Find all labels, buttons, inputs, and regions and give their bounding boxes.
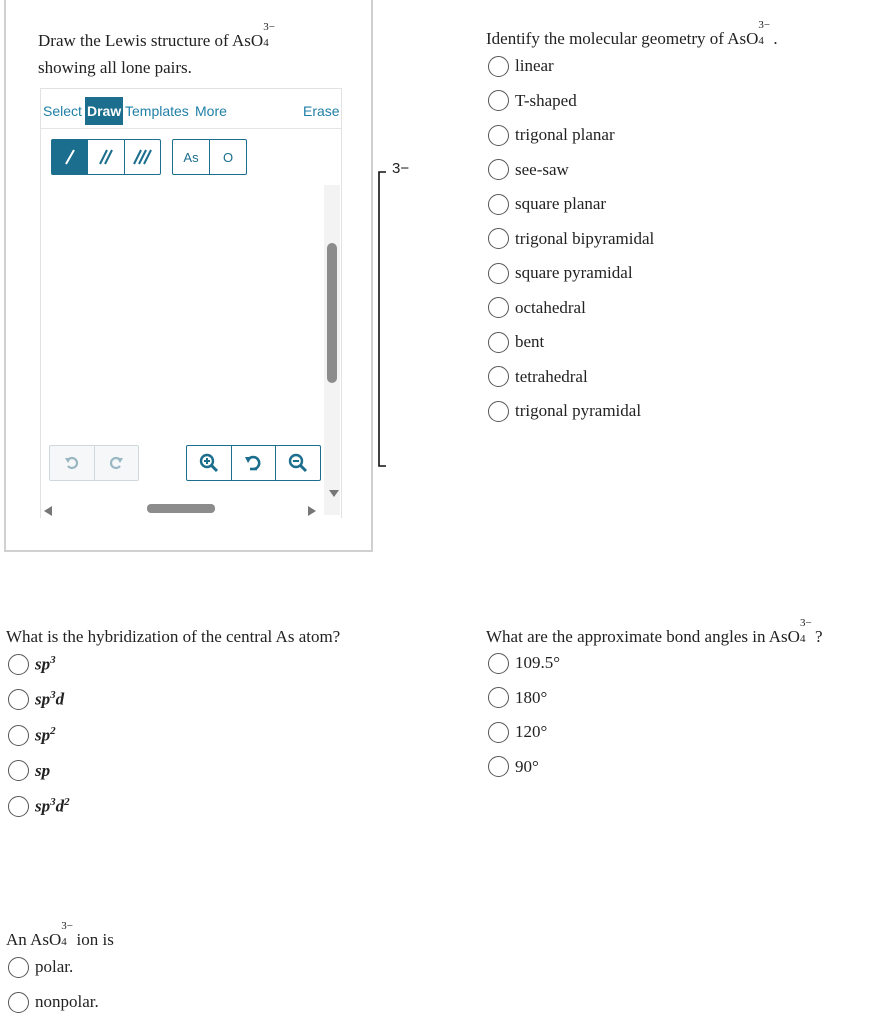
zoom-in-button[interactable] bbox=[187, 446, 232, 480]
hybridization-radio[interactable] bbox=[8, 725, 29, 746]
tab-select[interactable]: Select bbox=[43, 103, 82, 119]
atom-as-button[interactable]: As bbox=[173, 140, 210, 174]
horizontal-scrollbar-thumb[interactable] bbox=[147, 504, 215, 513]
redo-icon bbox=[108, 455, 124, 471]
hybridization-question: What is the hybridization of the central As atom? bbox=[6, 627, 341, 646]
history-group bbox=[49, 445, 139, 481]
hybridization-option-label: $sp^3d^2$ bbox=[35, 795, 70, 816]
geometry-radio[interactable] bbox=[488, 56, 509, 77]
zoom-out-icon bbox=[288, 453, 308, 473]
hybridization-option-label: $sp^3$ bbox=[35, 653, 56, 674]
atom-o-button[interactable]: O bbox=[222, 149, 234, 165]
zoom-in-icon bbox=[199, 453, 219, 473]
polarity-radio[interactable] bbox=[8, 957, 29, 978]
polarity-radio[interactable] bbox=[8, 992, 29, 1013]
hybridization-option-label: $sp^3d$ bbox=[35, 689, 65, 709]
geometry-option-label: bent bbox=[515, 332, 545, 351]
hybridization-option[interactable] bbox=[8, 794, 70, 818]
double-bond-icon bbox=[96, 147, 116, 167]
zoom-out-button[interactable] bbox=[276, 446, 320, 480]
triple-bond-button[interactable] bbox=[125, 140, 160, 174]
geometry-option-label: linear bbox=[515, 56, 554, 75]
lewis-prompt bbox=[38, 21, 275, 54]
geometry-option[interactable] bbox=[488, 261, 633, 285]
single-bond-button[interactable] bbox=[52, 140, 88, 174]
undo-button[interactable] bbox=[50, 446, 95, 480]
bond-angle-option[interactable] bbox=[488, 720, 547, 744]
reset-zoom-button[interactable] bbox=[232, 446, 277, 480]
geometry-option[interactable] bbox=[488, 89, 577, 113]
hybridization-option-label: $sp^2$ bbox=[35, 724, 56, 745]
bond-angle-option-label: 90° bbox=[515, 756, 539, 776]
geometry-question bbox=[486, 19, 778, 52]
bracket-charge-label: 3− bbox=[392, 160, 410, 177]
geometry-option[interactable] bbox=[488, 399, 641, 423]
geometry-radio[interactable] bbox=[488, 297, 509, 318]
scroll-down-arrow-icon[interactable] bbox=[329, 485, 339, 503]
geometry-radio[interactable] bbox=[488, 194, 509, 215]
geometry-option[interactable] bbox=[488, 54, 554, 78]
ion-subscript: 4 bbox=[799, 633, 806, 645]
geometry-radio[interactable] bbox=[488, 125, 509, 146]
geometry-radio[interactable] bbox=[488, 90, 509, 111]
reset-zoom-icon bbox=[244, 453, 264, 473]
bond-angles-question-suffix: ? bbox=[814, 627, 823, 646]
geometry-option-label: trigonal bipyramidal bbox=[515, 228, 655, 248]
geometry-option-label: square planar bbox=[515, 194, 607, 213]
geometry-option-label: square pyramidal bbox=[515, 263, 633, 282]
editor-toolbar bbox=[41, 89, 341, 129]
lewis-prompt-text: Draw the Lewis structure of AsO bbox=[38, 31, 264, 50]
bond-angle-radio[interactable] bbox=[488, 687, 509, 708]
bond-angle-radio[interactable] bbox=[488, 653, 509, 674]
triple-bond-icon bbox=[131, 147, 153, 167]
hybridization-option[interactable] bbox=[8, 723, 56, 747]
geometry-option[interactable] bbox=[488, 227, 654, 251]
bond-angle-option-label: 120° bbox=[515, 722, 548, 741]
geometry-option[interactable] bbox=[488, 330, 544, 354]
hybridization-option[interactable] bbox=[8, 759, 50, 783]
lewis-prompt-line2: showing all lone pairs. bbox=[38, 58, 192, 77]
geometry-option-label: T-shaped bbox=[515, 90, 577, 110]
ion-charge: 3− bbox=[758, 19, 771, 31]
hybridization-option[interactable] bbox=[8, 652, 56, 676]
bond-angles-question bbox=[486, 617, 823, 650]
vertical-scrollbar-thumb[interactable] bbox=[327, 243, 337, 383]
scroll-right-arrow-icon[interactable] bbox=[308, 503, 316, 521]
scroll-left-arrow-icon[interactable] bbox=[44, 503, 52, 521]
hybridization-radio[interactable] bbox=[8, 796, 29, 817]
hybridization-option-label: sp bbox=[35, 760, 51, 780]
geometry-option-label: see-saw bbox=[515, 159, 569, 179]
molecule-editor[interactable] bbox=[40, 88, 342, 518]
ion-subscript: 4 bbox=[263, 37, 269, 49]
geometry-radio[interactable] bbox=[488, 228, 509, 249]
geometry-option-label: tetrahedral bbox=[515, 366, 588, 386]
single-bond-icon bbox=[60, 147, 80, 167]
tab-more[interactable]: More bbox=[195, 103, 227, 119]
ion-charge: 3− bbox=[799, 617, 812, 629]
geometry-radio[interactable] bbox=[488, 159, 509, 180]
geometry-question-suffix: . bbox=[773, 29, 778, 48]
erase-button[interactable]: Erase bbox=[303, 103, 340, 119]
double-bond-button[interactable] bbox=[88, 140, 124, 174]
bond-angle-radio[interactable] bbox=[488, 756, 509, 777]
undo-icon bbox=[64, 455, 80, 471]
hybridization-radio[interactable] bbox=[8, 760, 29, 781]
zoom-group bbox=[186, 445, 321, 481]
ion-subscript: 4 bbox=[758, 35, 764, 47]
tab-draw[interactable]: Draw bbox=[85, 97, 123, 125]
geometry-option-label: trigonal pyramidal bbox=[515, 401, 642, 420]
ion-charge: 3− bbox=[263, 21, 275, 33]
bond-angle-option-label: 109.5° bbox=[515, 653, 561, 672]
geometry-option[interactable] bbox=[488, 365, 588, 389]
bond-angles-question-text: What are the approximate bond angles in AsO bbox=[486, 627, 800, 646]
hybridization-option[interactable] bbox=[8, 688, 64, 712]
polarity-option-label: nonpolar. bbox=[35, 992, 99, 1011]
hybridization-radio[interactable] bbox=[8, 689, 29, 710]
geometry-option-label: trigonal planar bbox=[515, 125, 615, 144]
geometry-option[interactable] bbox=[488, 296, 586, 320]
bond-angle-radio[interactable] bbox=[488, 722, 509, 743]
geometry-radio[interactable] bbox=[488, 332, 509, 353]
bond-angle-option[interactable] bbox=[488, 755, 539, 779]
bond-angle-option-label: 180° bbox=[515, 687, 548, 707]
bond-tool-group bbox=[51, 139, 161, 175]
hybridization-radio[interactable] bbox=[8, 654, 29, 675]
polarity-question bbox=[6, 920, 114, 953]
geometry-radio[interactable] bbox=[488, 366, 509, 387]
bond-angle-option[interactable] bbox=[488, 686, 547, 710]
atom-tool-group bbox=[172, 139, 247, 175]
geometry-option[interactable] bbox=[488, 192, 606, 216]
charge-bracket bbox=[375, 162, 389, 477]
geometry-question-text: Identify the molecular geometry of AsO bbox=[486, 29, 759, 48]
bond-angle-option[interactable] bbox=[488, 651, 560, 675]
polarity-question-suffix: ion is bbox=[72, 930, 114, 949]
ion-charge: 3− bbox=[61, 920, 73, 932]
geometry-option[interactable] bbox=[488, 158, 569, 182]
redo-button[interactable] bbox=[95, 446, 139, 480]
geometry-option[interactable] bbox=[488, 123, 615, 147]
geometry-option-label: octahedral bbox=[515, 297, 586, 317]
polarity-option-label: polar. bbox=[35, 957, 74, 976]
polarity-question-text: An AsO bbox=[6, 930, 62, 949]
geometry-radio[interactable] bbox=[488, 263, 509, 284]
tab-templates[interactable]: Templates bbox=[125, 103, 189, 119]
polarity-option[interactable] bbox=[8, 990, 99, 1014]
geometry-radio[interactable] bbox=[488, 401, 509, 422]
ion-subscript: 4 bbox=[61, 936, 67, 948]
polarity-option[interactable] bbox=[8, 955, 73, 979]
